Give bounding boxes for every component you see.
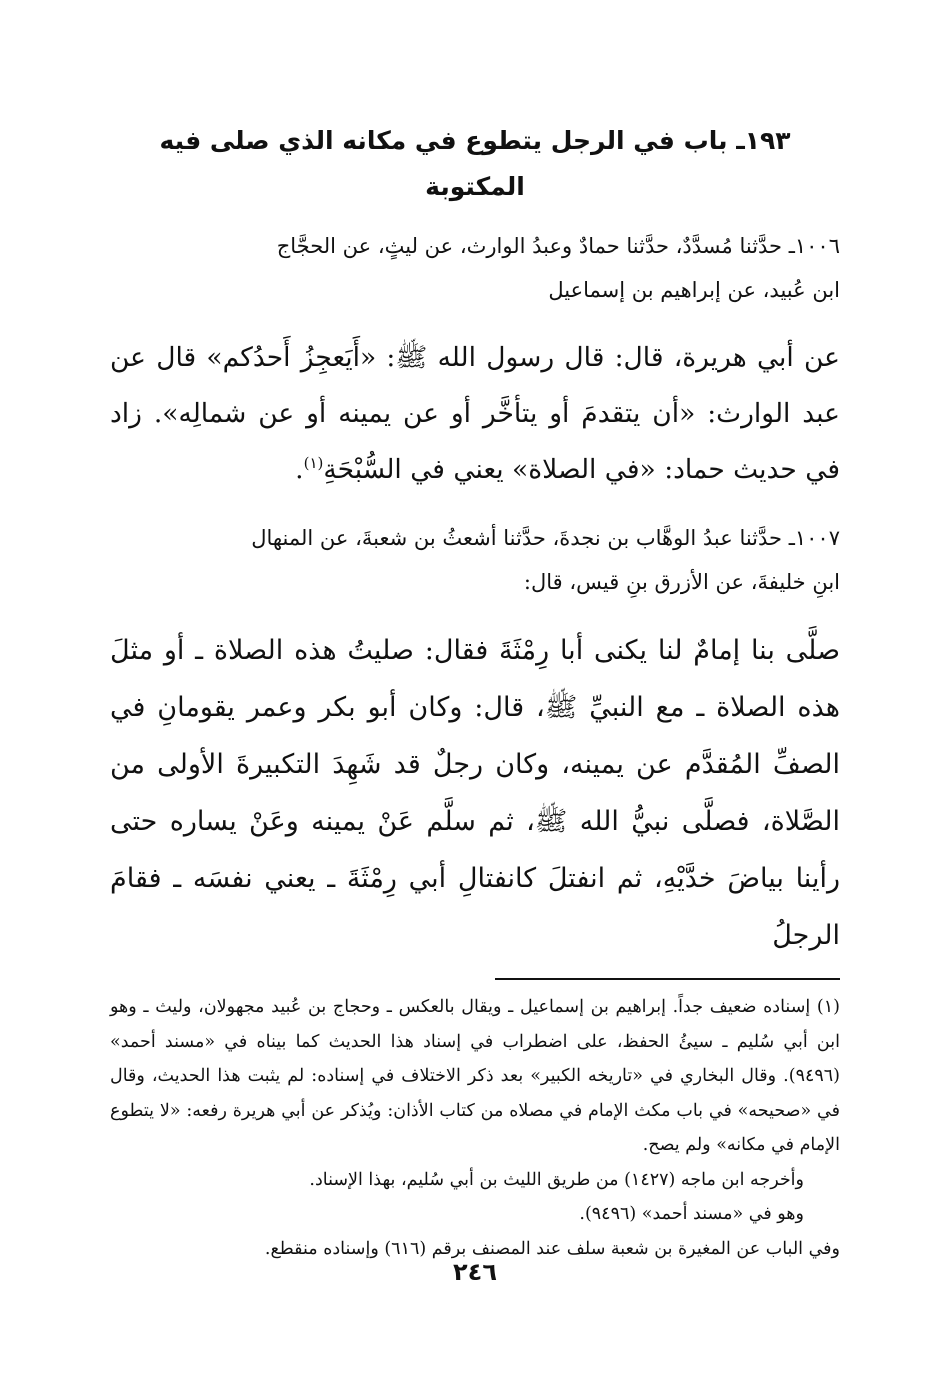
hadith-1006-matn — [110, 330, 840, 498]
hadith-1006-isnad — [110, 224, 840, 312]
chapter-title: ١٩٣ـ باب في الرجل يتطوع في مكانه الذي صلى فيه المكتوبة — [159, 126, 791, 201]
hadith-1006-matn-text: عن أبي هريرة، قال: قال رسول الله ﷺ: «أَيَعجِزُ أَحدُكم» قال عن عبد الوارث: «أن يتقدمَ أو يتأخَّر أو عن يمينه أو عن شمالِه». زاد في حديث حماد: «في الصلاة» يعني في السُّبْحَةِ — [110, 342, 840, 485]
hadith-1007-isnad-line-1: ١٠٠٧ـ حدَّثنا عبدُ الوهَّاب بن نجدةَ، حدَّثنا أشعثُ بن شعبةَ، عن المنهال — [251, 526, 840, 550]
footnote-musnad-ref: وهو في «مسند أحمد» (٩٤٩٦). — [579, 1204, 804, 1224]
footnote-takhrij: وأخرجه ابن ماجه (١٤٢٧) من طريق الليث بن أبي سُليم، بهذا الإسناد. — [309, 1169, 804, 1190]
footnote-1: (١) إسناده ضعيف جداً. إبراهيم بن إسماعيل ـ ويقال بالعكس ـ وحجاج بن عُبيد مجهولان، وليث ـ وهو ابن أبي سُليم ـ سيئُ الحفظ، على اضطراب في إسناد هذا الحديث كما بيناه في «مسند أحمد» (٩٤٩٦). وقال البخاري في «تاريخه الكبير» بعد ذكر الاختلاف في إسناده: لم يثبت هذا الحديث، وقال في «صحيحه» في باب مكث الإمام في مصلاه من كتاب الأذان: ويُذكر عن أبي هريرة رفعه: «لا يتطوع الإمام في مكانه» ولم يصح. — [110, 997, 840, 1155]
hadith-1006-matn-end: . — [295, 454, 304, 485]
footnote-reference[interactable]: (١) — [303, 454, 324, 473]
hadith-1007-isnad-line-2: ابنِ خليفةَ، عن الأزرق بنِ قيس، قال: — [523, 570, 840, 594]
hadith-1007-matn: صلَّى بنا إمامٌ لنا يكنى أبا رِمْثَةَ فقال: صليتُ هذه الصلاة ـ أو مثلَ هذه الصلاة ـ مع النبيِّ ﷺ، قال: وكان أبو بكر وعمر يقومانِ في الصفِّ المُقدَّم عن يمينه، وكان رجلٌ قد شَهِدَ التكبيرةَ الأولى من الصَّلاة، فصلَّى نبيُّ الله ﷺ، ثم سلَّم عَنْ يمينه وعَنْ يساره حتى رأينا بياضَ خدَّيْهِ، ثم انفتلَ كانفتالِ أبي رِمْثَةَ ـ يعني نفسَه ـ فقامَ الرجلُ — [110, 635, 840, 951]
hadith-1006-isnad-line-2: ابن عُبيد، عن إبراهيم بن إسماعيل — [548, 278, 840, 302]
book-page — [110, 118, 840, 1266]
hadith-1006-isnad-line-1: ١٠٠٦ـ حدَّثنا مُسدَّدٌ، حدَّثنا حمادٌ وعبدُ الوارث، عن ليثٍ، عن الحجَّاج — [276, 234, 840, 258]
footnotes — [110, 990, 840, 1266]
hadith-1007-isnad — [110, 516, 840, 604]
page-number: ٢٤٦ — [453, 1258, 497, 1286]
footnote-divider — [495, 978, 840, 980]
footnote-bab-note: وفي الباب عن المغيرة بن شعبة سلف عند المصنف برقم (٦١٦) وإسناده منقطع. — [264, 1238, 840, 1259]
